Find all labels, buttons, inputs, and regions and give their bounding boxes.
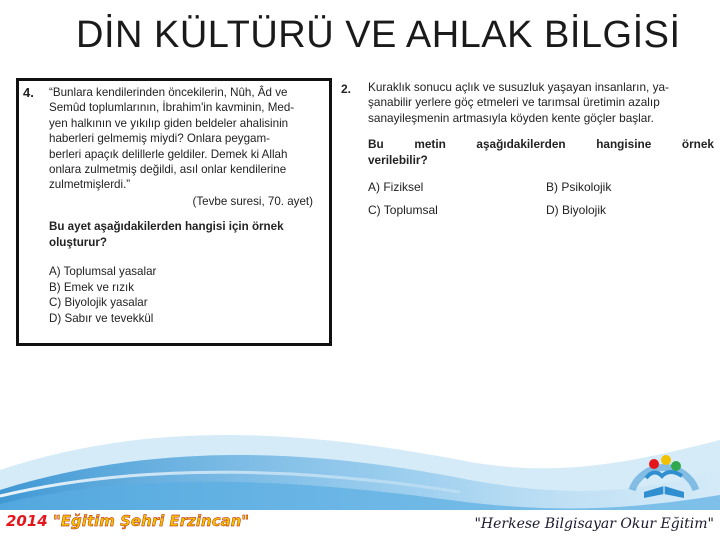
quote-line: berleri apaçık delillerle geldiler. Demek ki Allah [49,147,288,161]
option-a[interactable]: A) Fiziksel [368,180,424,195]
options-grid [368,180,714,219]
question-2-body [368,80,714,219]
question-2 [338,80,714,219]
question-text: oluşturur? [49,235,107,249]
option-a[interactable]: A) Toplumsal yasalar [49,265,157,279]
option-b[interactable]: B) Emek ve rızık [49,280,135,294]
quote-line: onlara zulmetmiş değildi, asıl onlar kendilerine [49,163,287,177]
footer-slogan-text: "Eğitim Şehri Erzincan" [52,512,250,530]
quote-line: “Bunlara kendilerinden öncekilerin, Nûh, Âd ve [49,86,288,99]
question-text: verilebilir? [368,152,428,167]
passage-line: sanayileşmenin artmasıyla köyden kente göçler başlar. [368,110,654,125]
verse-source: (Tevbe suresi, 70. ayet) [192,194,313,208]
options-list [49,264,323,326]
footer-slogan-right: "Herkese Bilgisayar Okur Eğitim" [474,516,714,532]
quote-line: yen halkının ve yıkılıp giden beldeler ahalisinin [49,116,289,130]
option-c[interactable]: C) Toplumsal [368,203,438,218]
quote-line: zulmetmişlerdi.” [49,178,131,192]
option-d[interactable]: D) Biyolojik [546,203,607,218]
question-text: Bu metin aşağıdakilerden hangisine örnek [368,137,714,152]
question-4-body [49,85,323,326]
question-text: Bu ayet aşağıdakilerden hangisi için örnek [49,220,284,234]
question-number: 4. [23,85,34,100]
passage-line: şanabilir yerlere göç etmeleri ve tarımsal üretimin azalıp [368,95,660,110]
question-4-box [16,78,332,346]
footer-slogan-left [6,512,249,530]
question-number: 2. [341,82,352,96]
page-title: DİN KÜLTÜRÜ VE AHLAK BİLGİSİ [76,14,681,56]
footer-year: 2014 [6,512,48,530]
option-d[interactable]: D) Sabır ve tevekkül [49,311,154,325]
directorate-logo [624,440,704,508]
option-b[interactable]: B) Psikolojik [546,180,612,195]
quote-line: Semûd toplumlarının, İbrahim'in kavminin, Med- [49,101,295,115]
option-c[interactable]: C) Biyolojik yasalar [49,296,148,310]
quote-line: haberleri gelmemiş miydi? Onlara peygam- [49,132,271,146]
passage-line: Kuraklık sonucu açlık ve susuzluk yaşayan insanların, ya- [368,80,669,94]
